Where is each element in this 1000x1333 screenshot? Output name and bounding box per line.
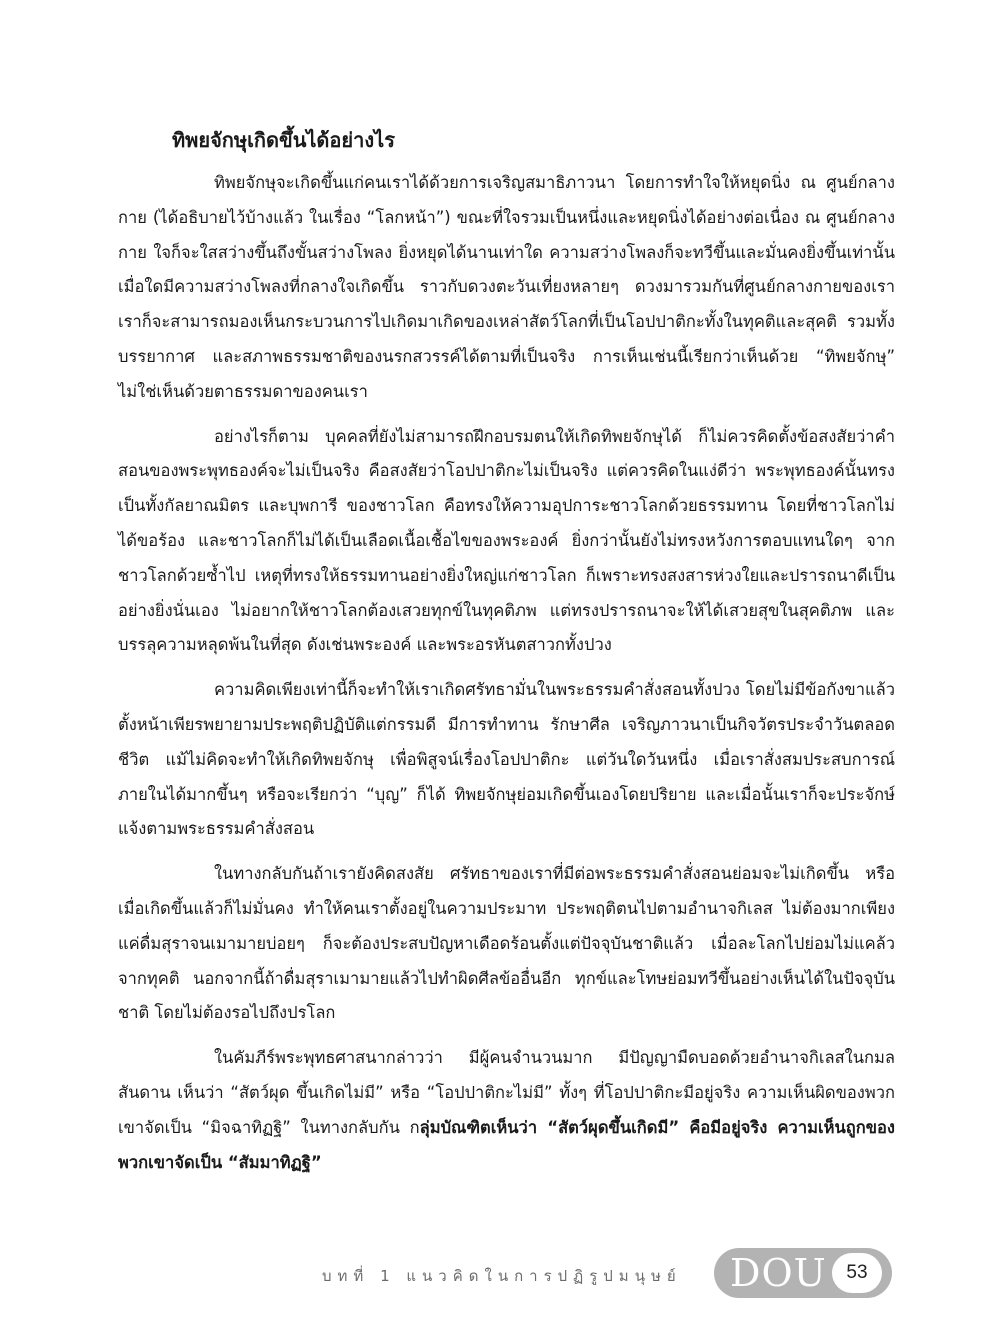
page-number: 53 (832, 1253, 882, 1293)
page-footer (0, 1248, 1000, 1300)
paragraph-2: อย่างไรก็ตาม บุคคลที่ยังไม่สามารถฝึกอบรมตนให้เกิดทิพยจักษุได้ ก็ไม่ควรคิดตั้งข้อสงสัยว่าคำสอนของพระพุทธองค์จะไม่เป็นจริง คือสงสัยว่าโอปปาติกะไม่เป็นจริง แต่ควรคิดในแง่ดีว่า พระพุทธองค์นั้นทรงเป็นทั้งกัลยาณมิตร และบุพการี ของชาวโลก คือทรงให้ความอุปการะชาวโลกด้วยธรรมทาน โดยที่ชาวโลกไม่ได้ขอร้อง และชาวโลกก็ไม่ได้เป็นเลือดเนื้อเชื้อไขของพระองค์ ยิ่งกว่านั้นยังไม่ทรงหวังการตอบแทนใดๆ จากชาวโลกด้วยซ้ำไป เหตุที่ทรงให้ธรรมทานอย่างยิ่งใหญ่แก่ชาวโลก ก็เพราะทรงสงสารห่วงใยและปรารถนาดีเป็นอย่างยิ่งนั่นเอง ไม่อยากให้ชาวโลกต้องเสวยทุกข์ในทุคติภพ แต่ทรงปรารถนาจะให้ได้เสวยสุขในสุคติภพ และบรรลุความหลุดพ้นในที่สุด ดังเช่นพระองค์ และพระอรหันตสาวกทั้งปวง (118, 426, 895, 655)
dou-logo: DOU (730, 1251, 827, 1295)
page-badge (714, 1248, 892, 1298)
body-text (118, 166, 895, 1190)
paragraph-5-text: ในคัมภีร์พระพุทธศาสนากล่าวว่า มีผู้คนจำนวนมาก มีปัญญามืดบอดด้วยอำนาจกิเลสในกมลสันดาน เห็นว่า “สัตว์ผุด ขึ้นเกิดไม่มี” หรือ “โอปปาติกะไม่มี” ทั้งๆ ที่โอปปาติกะมีอยู่จริง ความเห็นผิดของพวกเขาจัดเป็น “มิจฉาทิฏฐิ” ในทางกลับกัน ก (118, 1048, 895, 1137)
paragraph-5-bold-text: ลุ่มบัณฑิตเห็นว่า “สัตว์ผุดขึ้นเกิดมี” คือมีอยู่จริง ความเห็นถูกของพวกเขาจัดเป็น “สัมมาทิฏฐิ” (118, 1117, 895, 1172)
paragraph-3: ความคิดเพียงเท่านี้ก็จะทำให้เราเกิดศรัทธามั่นในพระธรรมคำสั่งสอนทั้งปวง โดยไม่มีข้อกังขาแล้วตั้งหน้าเพียรพยายามประพฤติปฏิบัติแต่กรรมดี มีการทำทาน รักษาศีล เจริญภาวนาเป็นกิจวัตรประจำวันตลอดชีวิต แม้ไม่คิดจะทำให้เกิดทิพยจักษุ เพื่อพิสูจน์เรื่องโอปปาติกะ แต่วันใดวันหนึ่ง เมื่อเราสั่งสมประสบการณ์ภายในได้มากขึ้นๆ หรือจะเรียกว่า “บุญ” ก็ได้ ทิพยจักษุย่อมเกิดขึ้นเองโดยปริยาย และเมื่อนั้นเราก็จะประจักษ์แจ้งตามพระธรรมคำสั่งสอน (118, 680, 895, 839)
paragraph-4: ในทางกลับกันถ้าเรายังคิดสงสัย ศรัทธาของเราที่มีต่อพระธรรมคำสั่งสอนย่อมจะไม่เกิดขึ้น หรือเมื่อเกิดขึ้นแล้วก็ไม่มั่นคง ทำให้คนเราตั้งอยู่ในความประมาท ประพฤติตนไปตามอำนาจกิเลส ไม่ต้องมากเพียงแค่ดื่มสุราจนเมามายบ่อยๆ ก็จะต้องประสบปัญหาเดือดร้อนตั้งแต่ปัจจุบันชาติแล้ว เมื่อละโลกไปย่อมไม่แคล้วจากทุคติ นอกจากนี้ถ้าดื่มสุราเมามายแล้วไปทำผิดศีลข้ออื่นอีก ทุกข์และโทษย่อมทวีขึ้นอย่างเห็นได้ในปัจจุบันชาติ โดยไม่ต้องรอไปถึงปรโลก (118, 864, 895, 1023)
chapter-title: บทที่ 1 แนวคิดในการปฏิรูปมนุษย์ (322, 1267, 682, 1285)
section-heading: ทิพยจักษุเกิดขึ้นได้อย่างไร (172, 128, 395, 152)
paragraph-5 (118, 1041, 895, 1180)
paragraph-1: ทิพยจักษุจะเกิดขึ้นแก่คนเราได้ด้วยการเจริญสมาธิภาวนา โดยการทำใจให้หยุดนิ่ง ณ ศูนย์กลางกาย (ได้อธิบายไว้บ้างแล้ว ในเรื่อง “โลกหน้า”) ขณะที่ใจรวมเป็นหนึ่งและหยุดนิ่งได้อย่างต่อเนื่อง ณ ศูนย์กลางกาย ใจก็จะใสสว่างขึ้นถึงขั้นสว่างโพลง ยิ่งหยุดได้นานเท่าใด ความสว่างโพลงก็จะทวีขึ้นและมั่นคงยิ่งขึ้นเท่านั้น เมื่อใดมีความสว่างโพลงที่กลางใจเกิดขึ้น ราวกับดวงตะวันเที่ยงหลายๆ ดวงมารวมกันที่ศูนย์กลางกายของเรา เราก็จะสามารถมองเห็นกระบวนการไปเกิดมาเกิดของเหล่าสัตว์โลกที่เป็นโอปปาติกะทั้งในทุคติและสุคติ รวมทั้งบรรยากาศ และสภาพธรรมชาติของนรกสวรรค์ได้ตามที่เป็นจริง การเห็นเช่นนี้เรียกว่าเห็นด้วย “ทิพยจักษุ” ไม่ใช่เห็นด้วยตาธรรมดาของคนเรา (118, 173, 895, 401)
